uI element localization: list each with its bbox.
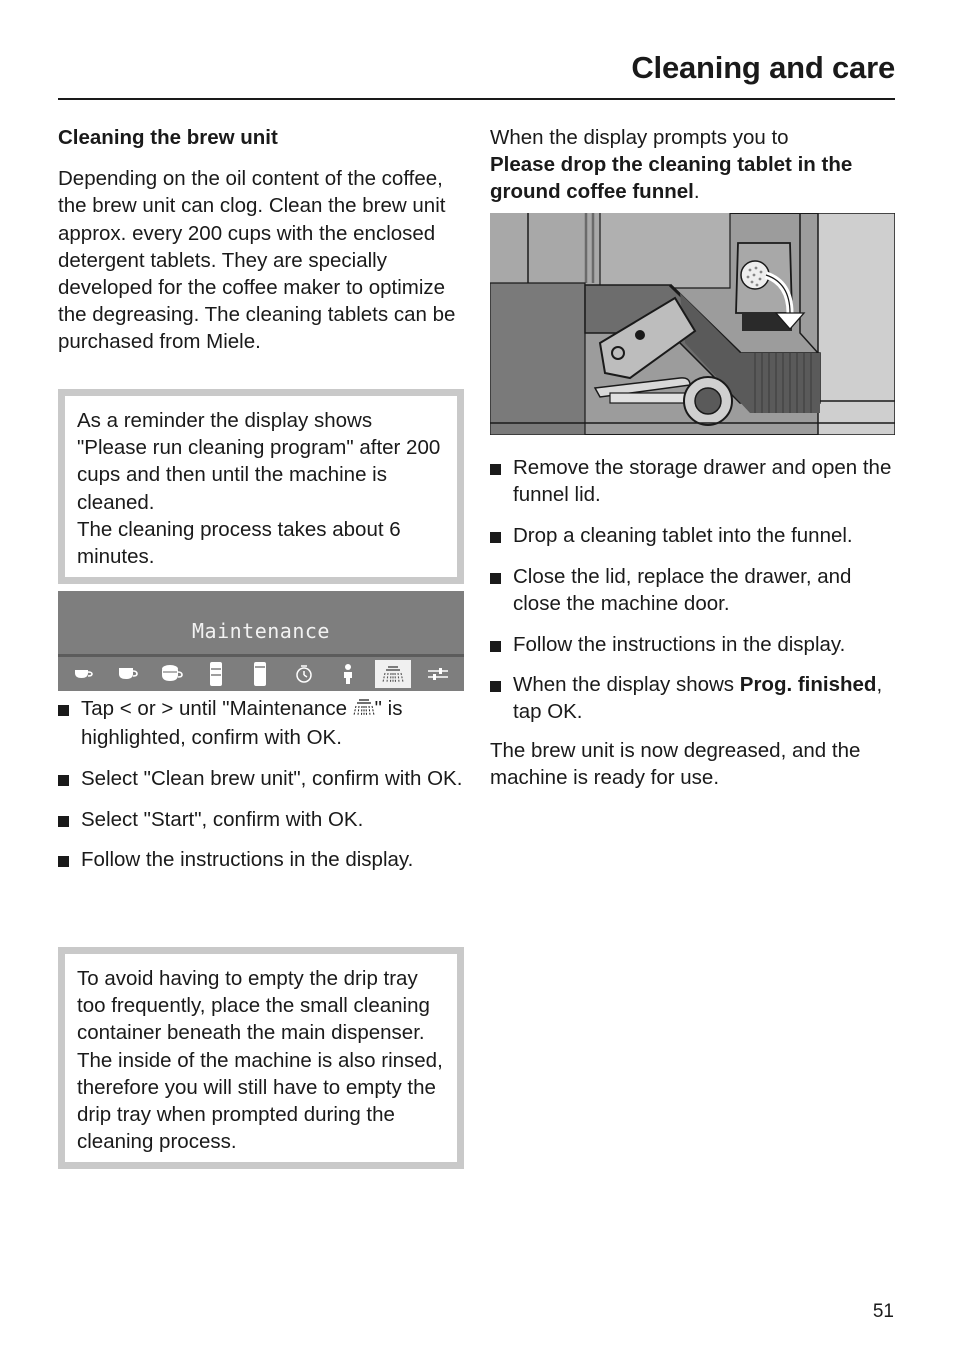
- reminder-note-line-1: As a reminder the display shows "Please run cleaning program" after 200 cups and then until the machine is cleaned.: [77, 409, 441, 514]
- step-text-post: " is highlighted, confirm with OK.: [81, 697, 403, 750]
- list-item: [58, 695, 464, 751]
- step-text: Remove the storage drawer and open the funnel lid.: [513, 456, 892, 507]
- step-text: Drop a cleaning tablet into the funnel.: [513, 523, 853, 547]
- drip-tray-note-line-1: To avoid having to empty the drip tray too frequently, place the small cleaning container beneath the main dispenser.: [77, 967, 430, 1045]
- list-item: [58, 765, 464, 792]
- display-panel: [58, 591, 464, 691]
- step-text-bold: Prog. finished: [739, 673, 877, 697]
- cappuccino-icon: [155, 660, 189, 688]
- list-item: [490, 454, 896, 508]
- reminder-note: [58, 389, 464, 584]
- step-text-pre: Tap < or > until "Maintenance: [81, 697, 353, 720]
- drip-tray-note: [58, 947, 464, 1169]
- closing-paragraph: The brew unit is now degreased, and the machine is ready for use.: [490, 739, 861, 790]
- list-item: [58, 846, 464, 873]
- bullet-square: [58, 816, 69, 827]
- bullet-square: [490, 641, 501, 652]
- bullet-square: [490, 681, 501, 692]
- bullet-square: [490, 532, 501, 543]
- list-item: [490, 631, 896, 658]
- step-text-pre: When the display shows: [513, 673, 740, 697]
- drip-tray-note-line-2: The inside of the machine is also rinsed, therefore you will still have to empty the drip tray when prompted during the cleaning process.: [77, 1048, 443, 1154]
- intro-paragraph: Depending on the oil content of the coffee, the brew unit can clog. Clean the brew unit approx. every 200 cups with the enclosed detergent tablets. They are specially developed for the coffee maker to optimize the degreasing. The cleaning tablets can be purchased from Miele.: [58, 167, 456, 354]
- hot-milk-icon: [243, 660, 277, 688]
- prompt-bold: Please drop the cleaning tablet in the ground coffee funnel: [490, 153, 853, 204]
- bullet-square: [490, 464, 501, 475]
- settings-icon: [421, 660, 455, 688]
- list-item: [490, 522, 896, 549]
- bullet-square: [58, 775, 69, 786]
- step-text: Follow the instructions in the display.: [81, 848, 414, 872]
- section-heading: Cleaning the brew unit: [58, 126, 278, 149]
- maintenance-icon: [375, 660, 411, 688]
- profile-icon: [331, 660, 365, 688]
- list-item: [490, 563, 896, 617]
- timer-icon: [287, 660, 321, 688]
- page-number: 51: [872, 1301, 894, 1322]
- page-header-title: Cleaning and care: [631, 50, 895, 85]
- step-text: Close the lid, replace the drawer, and close the machine door.: [513, 564, 852, 615]
- display-title: Maintenance: [192, 619, 330, 643]
- espresso-icon: [67, 660, 101, 688]
- coffee-icon: [111, 660, 145, 688]
- latte-macchiato-icon: [199, 660, 233, 688]
- prompt-end: .: [693, 180, 700, 204]
- step-text: Select "Clean brew unit", confirm with OK.: [81, 766, 463, 790]
- bullet-square: [58, 856, 69, 867]
- step-text: Select "Start", confirm with OK.: [81, 807, 364, 831]
- step-text: Follow the instructions in the display.: [513, 632, 846, 656]
- bullet-square: [58, 705, 69, 716]
- right-steps-list: [490, 454, 896, 739]
- brew-unit-illustration: [490, 213, 895, 435]
- prompt-paragraph: [490, 124, 896, 206]
- bullet-square: [490, 573, 501, 584]
- reminder-note-line-2: The cleaning process takes about 6 minutes.: [77, 517, 401, 569]
- list-item: [58, 806, 464, 833]
- left-steps-list: [58, 695, 464, 887]
- left-column: [58, 124, 464, 1154]
- list-item: [490, 671, 896, 725]
- step-text-post: , tap OK.: [513, 673, 883, 724]
- maintenance-icon: [353, 697, 375, 724]
- display-icon-bar: [58, 657, 464, 691]
- prompt-intro: When the display prompts you to: [490, 126, 789, 149]
- right-column: [490, 124, 896, 790]
- header-rule: [58, 98, 895, 100]
